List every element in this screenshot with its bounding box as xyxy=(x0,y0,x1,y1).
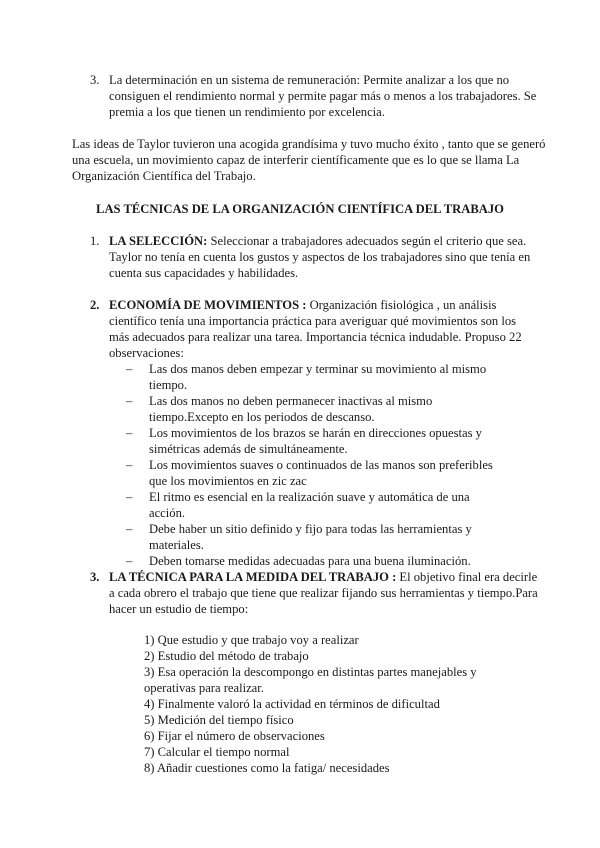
paragraph-text: Las ideas de Taylor tuvieron una acogida grandísima y tuvo mucho éxito , tanto que se generó una escuela, un movimiento capaz de interferir científicamente que es lo que se llama La Organización Científica del Trabajo. xyxy=(72,137,546,183)
list-item: 1) Que estudio y que trabajo voy a realizar xyxy=(144,633,359,647)
list-item: – El ritmo es esencial en la realización suave y automática de una acción. xyxy=(126,490,470,520)
list-item: – Las dos manos no deben permanecer inactivas al mismo tiempo.Excepto en los periodos de descanso. xyxy=(126,394,433,424)
list-item: 6) Fijar el número de observaciones xyxy=(144,729,325,743)
section-title: LA SELECCIÓN: xyxy=(109,234,208,248)
list-item: operativas para realizar. xyxy=(144,681,264,695)
section-medida-trabajo xyxy=(90,569,542,617)
section-number: 2. xyxy=(90,298,100,312)
section-number: 3. xyxy=(90,570,100,584)
section-title: LA TÉCNICA PARA LA MEDIDA DEL TRABAJO : xyxy=(109,570,397,584)
list-item: 7) Calcular el tiempo normal xyxy=(144,745,290,759)
section-text xyxy=(109,297,534,361)
list-item-remuneracion xyxy=(90,72,550,120)
list-item: – Las dos manos deben empezar y terminar su movimiento al mismo tiempo. xyxy=(126,362,487,392)
list-item: 5) Medición del tiempo físico xyxy=(144,713,294,727)
time-study-steps xyxy=(144,632,544,776)
section-heading: LAS TÉCNICAS DE LA ORGANIZACIÓN CIENTÍFICA DEL TRABAJO xyxy=(96,202,504,216)
list-number: 3. xyxy=(90,73,100,87)
observations-list xyxy=(126,361,506,569)
list-item: – Los movimientos suaves o continuados de las manos son preferibles que los movimientos en zic zac xyxy=(126,458,493,488)
section-body: Organización fisiológica , un análisis científico tenía una importancia práctica para averiguar qué movimientos son los más adecuados para realizar una tarea. Importancia técnica indudable. Propuso 22 observaciones: xyxy=(109,298,522,360)
list-item: 8) Añadir cuestiones como la fatiga/ necesidades xyxy=(144,761,390,775)
list-item: – Deben tomarse medidas adecuadas para una buena iluminación. xyxy=(126,554,471,568)
list-item: – Debe haber un sitio definido y fijo para todas las herramientas y materiales. xyxy=(126,522,472,552)
section-body: El objetivo final era decirle a cada obrero el trabajo que tiene que realizar fijando sus herramientas y tiempo.Para hacer un estudio de tiempo: xyxy=(109,570,538,616)
list-text: La determinación en un sistema de remuneración: Permite analizar a los que no consiguen el rendimiento normal y permite pagar más o menos a los trabajadores. Se premia a los que tienen un rendimiento por excelencia. xyxy=(109,73,537,119)
list-item: 4) Finalmente valoró la actividad en términos de dificultad xyxy=(144,697,440,711)
section-seleccion xyxy=(90,233,536,281)
list-item: 2) Estudio del método de trabajo xyxy=(144,649,309,663)
section-economia xyxy=(90,297,534,569)
section-number: 1. xyxy=(90,234,100,248)
body-paragraph xyxy=(72,136,554,184)
list-item: – Los movimientos de los brazos se harán en direcciones opuestas y simétricas además de simultáneamente. xyxy=(126,426,482,456)
section-title: ECONOMÍA DE MOVIMIENTOS : xyxy=(109,298,307,312)
section-text xyxy=(109,233,536,281)
section-text xyxy=(109,569,542,617)
section-body: Seleccionar a trabajadores adecuados según el criterio que sea. Taylor no tenía en cuenta los gustos y aspectos de los trabajadores sino que tenía en cuenta sus capacidades y habilidades. xyxy=(109,234,531,280)
list-item: 3) Esa operación la descompongo en distintas partes manejables y xyxy=(144,665,477,679)
